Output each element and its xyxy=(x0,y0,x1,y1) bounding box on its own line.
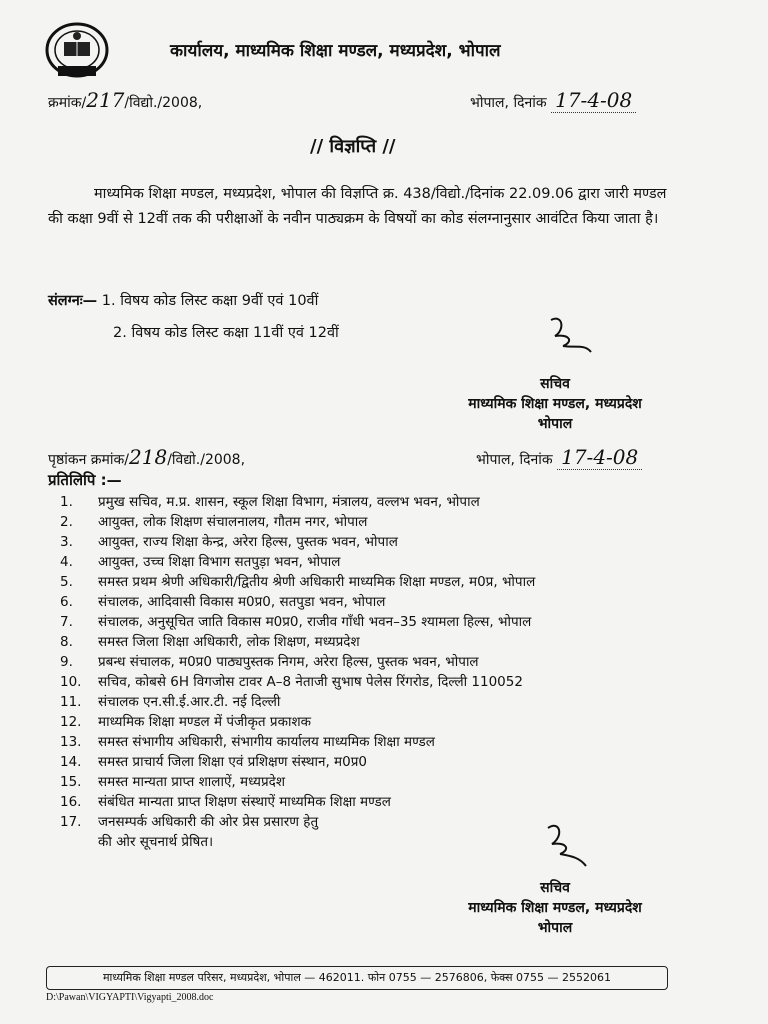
copy-item-number: 5. xyxy=(60,574,73,590)
copy-item-number: 12. xyxy=(60,714,82,730)
signatory-organization: माध्यमिक शिक्षा मण्डल, मध्यप्रदेश xyxy=(468,900,642,916)
enclosure-item: 1. विषय कोड लिस्ट कक्षा 9वीं एवं 10वीं xyxy=(101,293,319,309)
copy-item-text: प्रमुख सचिव, म.प्र. शासन, स्कूल शिक्षा विभाग, मंत्रालय, वल्लभ भवन, भोपाल xyxy=(98,494,480,510)
copy-item-text: जनसम्पर्क अधिकारी की ओर प्रेस प्रसारण हेतु xyxy=(98,814,319,830)
copy-item-text: समस्त प्रथम श्रेणी अधिकारी/द्वितीय श्रेणी अधिकारी माध्यमिक शिक्षा मण्डल, म0प्र, भोपाल xyxy=(98,574,536,590)
copy-list-item xyxy=(60,532,710,552)
signatory-city: भोपाल xyxy=(537,920,573,936)
enclosure-item: 2. विषय कोड लिस्ट कक्षा 11वीं एवं 12वीं xyxy=(113,325,339,341)
reference-number-label: क्रमांक/ xyxy=(48,95,87,111)
reference-number-value: 217 xyxy=(86,88,125,112)
copy-item-number: 11. xyxy=(60,694,82,710)
copy-item-text: समस्त प्राचार्य जिला शिक्षा एवं प्रशिक्षण संस्थान, म0प्र0 xyxy=(98,754,367,770)
copy-item-text: संचालक एन.सी.ई.आर.टी. नई दिल्ली xyxy=(98,694,281,710)
copies-title: प्रतिलिपि :— xyxy=(48,471,122,489)
enclosures-label: संलग्नः— xyxy=(48,293,98,309)
copy-item-text: संचालक, अनुसूचित जाति विकास म0प्र0, राजीव गाँधी भवन–35 श्यामला हिल्स, भोपाल xyxy=(98,614,532,630)
endorsement-number-label: पृष्ठांकन क्रमांक/ xyxy=(48,452,130,468)
copy-list-item xyxy=(60,752,710,772)
copy-item-text: माध्यमिक शिक्षा मण्डल में पंजीकृत प्रकाशक xyxy=(98,714,311,730)
signatory-block xyxy=(440,878,670,938)
copy-item-number: 7. xyxy=(60,614,73,630)
signatory-block xyxy=(440,374,670,434)
reference-date-value: 17-4-08 xyxy=(551,88,636,113)
copy-list-item xyxy=(60,572,710,592)
endorsement-date-value: 17-4-08 xyxy=(557,445,642,470)
copy-item-text: प्रबन्ध संचालक, म0प्र0 पाठ्यपुस्तक निगम, अरेरा हिल्स, पुस्तक भवन, भोपाल xyxy=(98,654,479,670)
copy-item-number: 1. xyxy=(60,494,73,510)
endorsement-date xyxy=(476,445,642,469)
copy-list-item xyxy=(60,612,710,632)
reference-number-suffix: /विद्यो./2008, xyxy=(124,95,203,111)
copy-item-number: 16. xyxy=(60,794,82,810)
copy-list-item xyxy=(60,712,710,732)
signatory-designation: सचिव xyxy=(540,376,570,392)
endorsement-number-value: 218 xyxy=(129,445,168,469)
copy-item-number: 2. xyxy=(60,514,73,530)
copy-item-number: 10. xyxy=(60,674,82,690)
notice-body: माध्यमिक शिक्षा मण्डल, मध्यप्रदेश, भोपाल की विज्ञप्ति क्र. 438/विद्यो./दिनांक 22.09.06 द्वारा जारी मण्डल की कक्षा 9वीं से 12वीं तक की परीक्षाओं के नवीन पाठ्यक्रम के विषयों का कोड संलग्नानुसार आवंटित किया जाता है। xyxy=(48,186,667,227)
copies-closing: की ओर सूचनार्थ प्रेषित। xyxy=(98,834,214,850)
copies-list xyxy=(60,492,710,852)
notice-title: // विज्ञप्ति // xyxy=(310,136,396,157)
copy-list-item xyxy=(60,812,710,832)
board-seal-logo xyxy=(44,22,110,80)
copy-list-item xyxy=(60,492,710,512)
footer-address: माध्यमिक शिक्षा मण्डल परिसर, मध्यप्रदेश, भोपाल — 462011. फोन 0755 — 2576806, फेक्स 0755 — 2552061 xyxy=(46,966,668,990)
copy-list-item xyxy=(60,792,710,812)
reference-date-label: भोपाल, दिनांक xyxy=(470,95,547,111)
signatory-organization: माध्यमिक शिक्षा मण्डल, मध्यप्रदेश xyxy=(468,396,642,412)
copy-item-number: 17. xyxy=(60,814,82,830)
signature-mark xyxy=(540,818,592,872)
copy-item-number: 3. xyxy=(60,534,73,550)
reference-date xyxy=(470,88,636,112)
enclosures xyxy=(48,285,339,349)
copy-item-number: 15. xyxy=(60,774,82,790)
copy-list-item xyxy=(60,652,710,672)
office-title: कार्यालय, माध्यमिक शिक्षा मण्डल, मध्यप्रदेश, भोपाल xyxy=(170,41,501,61)
copy-item-text: सचिव, कोबसे 6H विगजोस टावर A–8 नेताजी सुभाष पेलेस रिंगरोड, दिल्ली 110052 xyxy=(98,674,523,690)
copy-list-item xyxy=(60,772,710,792)
copy-item-text: समस्त मान्यता प्राप्त शालाऐं, मध्यप्रदेश xyxy=(98,774,286,790)
signatory-designation: सचिव xyxy=(540,880,570,896)
endorsement-number-suffix: /विद्यो./2008, xyxy=(167,452,246,468)
copy-item-text: आयुक्त, उच्च शिक्षा विभाग सतपुड़ा भवन, भोपाल xyxy=(98,554,341,570)
endorsement-date-label: भोपाल, दिनांक xyxy=(476,452,553,468)
signature-mark xyxy=(545,312,595,360)
copy-list-item xyxy=(60,672,710,692)
copy-item-text: आयुक्त, लोक शिक्षण संचालनालय, गौतम नगर, भोपाल xyxy=(98,514,368,530)
copy-list-item xyxy=(60,512,710,532)
copy-item-text: समस्त जिला शिक्षा अधिकारी, लोक शिक्षण, मध्यप्रदेश xyxy=(98,634,360,650)
copy-item-number: 9. xyxy=(60,654,73,670)
copy-item-number: 6. xyxy=(60,594,73,610)
signatory-city: भोपाल xyxy=(537,416,573,432)
copy-item-text: समस्त संभागीय अधिकारी, संभागीय कार्यालय माध्यमिक शिक्षा मण्डल xyxy=(98,734,435,750)
copy-item-number: 14. xyxy=(60,754,82,770)
endorsement-number xyxy=(48,445,245,469)
copy-item-number: 8. xyxy=(60,634,73,650)
reference-number xyxy=(48,88,202,112)
copy-item-number: 13. xyxy=(60,734,82,750)
copy-item-text: संचालक, आदिवासी विकास म0प्र0, सतपुडा भवन, भोपाल xyxy=(98,594,386,610)
copy-list-item xyxy=(60,692,710,712)
copy-list-item xyxy=(60,632,710,652)
copy-list-item xyxy=(60,592,710,612)
copy-list-item xyxy=(60,732,710,752)
file-path: D:\Pawan\VIGYAPTI\Vigyapti_2008.doc xyxy=(46,992,214,1003)
copy-item-number: 4. xyxy=(60,554,73,570)
copy-list-item xyxy=(60,552,710,572)
copy-item-text: संबंधित मान्यता प्राप्त शिक्षण संस्थाऐं माध्यमिक शिक्षा मण्डल xyxy=(98,794,391,810)
copy-item-text: आयुक्त, राज्य शिक्षा केन्द्र, अरेरा हिल्स, पुस्तक भवन, भोपाल xyxy=(98,534,398,550)
